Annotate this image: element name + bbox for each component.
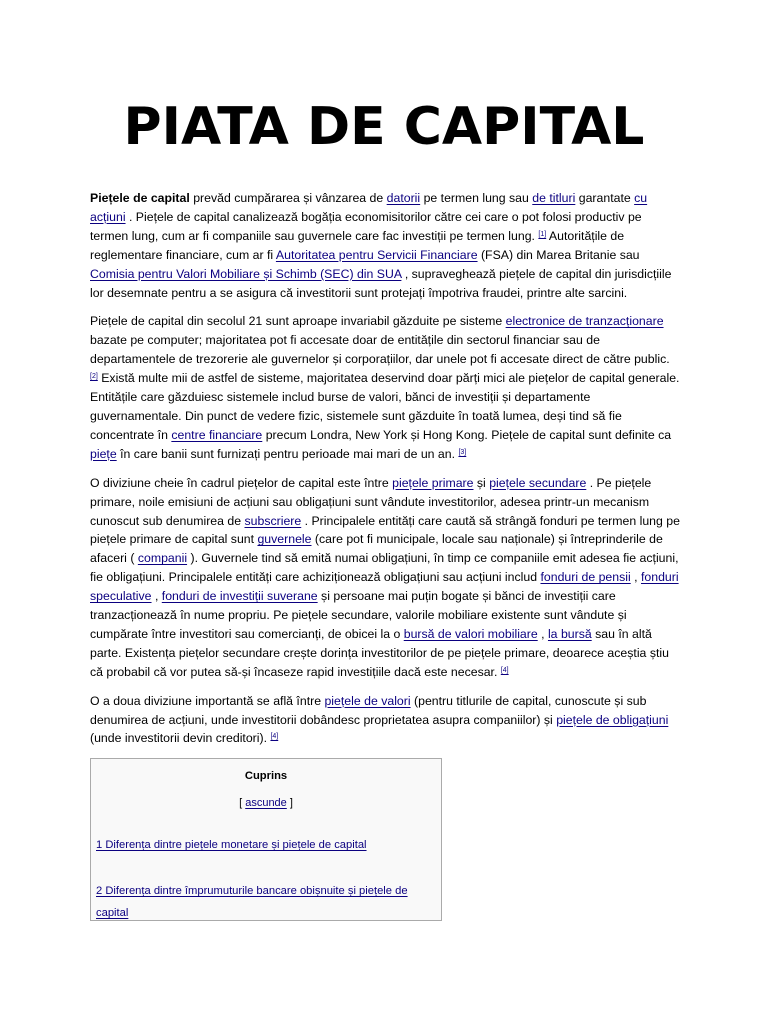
link-pietele-primare[interactable]: piețele primare [392, 475, 474, 490]
text: . Principalele entități care caută să strângă fonduri pe termen lung pe piețele primare de capital sunt [90, 513, 680, 547]
reference-3[interactable]: [3] [458, 448, 467, 456]
link-centre-financiare[interactable]: centre financiare [171, 427, 263, 442]
text: , [630, 570, 641, 585]
text: , [537, 626, 548, 641]
link-la-bursa[interactable]: la bursă [547, 626, 592, 641]
reference-1[interactable]: [1] [538, 230, 547, 238]
link-guvernele[interactable]: guvernele [257, 532, 312, 547]
toc-item-1[interactable]: 1 Diferența dintre piețele monetare și piețele de capital [96, 839, 367, 851]
text: pe termen lung sau [420, 191, 533, 205]
text: (care pot fi municipale, locale sau naționale) și întreprinderile de afaceri ( [90, 532, 663, 566]
link-cu-actiuni[interactable]: cu acțiuni [90, 191, 648, 224]
text: Autoritățile de reglementare financiare, cum ar fi [90, 228, 625, 262]
text: sau în altă parte. Existența piețelor secundare crește dorința investitorilor de pe piețele primare, deoarece aceștia știu că probabil că vor putea să-și încaseze rapid investițiile dacă este necesar. [90, 626, 669, 679]
link-pietele-obligatiuni[interactable]: piețele de obligațiuni [556, 712, 669, 727]
link-de-titluri[interactable]: de titluri [532, 191, 576, 205]
paragraph-2 [90, 312, 680, 463]
reference-2[interactable]: [2] [90, 373, 98, 381]
text: ). Guvernele tind să emită numai obligațiuni, în timp ce companiile emit adesea fie acțiuni, fie obligațiuni. Principalele entități care achiziționează obligațiuni sau acțiuni includ [90, 551, 679, 585]
toc-item-2[interactable]: 2 Diferența dintre împrumuturile bancare obișnuite și piețele de capital [96, 885, 408, 919]
text: precum Londra, New York și Hong Kong. Piețele de capital sunt definite ca [262, 427, 672, 442]
text: (unde investitorii devin creditori). [90, 731, 271, 746]
page-title: PIATA DE CAPITAL [123, 97, 645, 157]
text: , supraveghează piețele de capital din jurisdicțiile lor desemnate pentru a se asigura că investitorii sunt protejați împotriva fraudei, printre alte sarcini. [90, 266, 672, 300]
paragraph-4 [90, 692, 680, 749]
bracket: ] [286, 797, 293, 809]
link-piete[interactable]: piețe [90, 446, 117, 461]
reference-4b[interactable]: [4] [270, 733, 279, 741]
paragraph-1 [90, 189, 680, 302]
text: . Pe piețele primare, noile emisiuni de acțiuni sau obligațiuni sunt vândute investitorilor, adesea printr-un mecanism cunoscut sub denumirea de [90, 475, 652, 528]
text: Există multe mii de astfel de sisteme, majoritatea deservind doar părți mici ale piețelor de capital generale. Entitățile care găzduiesc sistemele includ burse de valori, bănci de investiții și departamente guvernamentale. Din punct de vedere fizic, sistemele sunt găzduite în toată lumea, deși tind să fie concentrate în [90, 371, 680, 442]
link-bursa-valori[interactable]: bursă de valori mobiliare [403, 626, 538, 641]
text: în care banii sunt furnizați pentru perioade mai mari de un an. [116, 446, 459, 461]
text: și [473, 475, 490, 490]
paragraph-3 [90, 474, 680, 682]
text: Piețele de capital din secolul 21 sunt aproape invariabil găzduite pe sisteme [90, 314, 506, 329]
link-fonduri-suverane[interactable]: fonduri de investiții suverane [161, 589, 318, 604]
text: și persoane mai puțin bogate și bănci de investiții care tranzacționează în nume propriu. Pe piețele secundare, valorile mobiliare existente sunt vândute și cumpărate între investitori sau comercianți, de obicei la o [90, 589, 627, 641]
link-fsa[interactable]: Autoritatea pentru Servicii Financiare [275, 247, 478, 262]
link-tranzactionare[interactable]: electronice de tranzacționare [505, 314, 664, 329]
text: bazate pe computer; majoritatea pot fi accesate doar de entitățile din sectorul financiar sau de departamentele de trezorerie ale guvernelor și corporațiilor, dar unele pot fi accesate direct de către public. [90, 333, 670, 367]
link-companii[interactable]: companii [137, 551, 188, 566]
article-body [90, 189, 680, 758]
link-sec[interactable]: Comisia pentru Valori Mobiliare și Schimb (SEC) din SUA [90, 266, 402, 281]
reference-4[interactable]: [4] [500, 666, 509, 674]
link-pietele-valori[interactable]: piețele de valori [324, 693, 411, 708]
table-of-contents [90, 758, 442, 921]
text: , [151, 589, 162, 604]
link-fonduri-pensii[interactable]: fonduri de pensii [540, 570, 631, 585]
toc-title: Cuprins [244, 770, 288, 782]
text: prevăd cumpărarea și vânzarea de [189, 191, 387, 205]
bracket: [ [239, 797, 246, 809]
link-datorii[interactable]: datorii [386, 191, 421, 205]
link-subscriere[interactable]: subscriere [244, 513, 302, 528]
link-fonduri-speculative[interactable]: fonduri speculative [90, 570, 679, 604]
toc-hide-toggle [91, 797, 441, 809]
toc-hide-link[interactable]: ascunde [245, 797, 287, 809]
text: garantate [575, 191, 635, 205]
bold-lead: Piețele de capital [90, 191, 190, 205]
link-pietele-secundare[interactable]: piețele secundare [489, 475, 587, 490]
text: (FSA) din Marea Britanie sau [477, 247, 640, 262]
text: O a doua diviziune importantă se află între [90, 693, 325, 708]
text: (pentru titlurile de capital, cunoscute și sub denumirea de acțiuni, unde investitorii dobândesc proprietatea asupra companiilor) și [90, 693, 647, 727]
text: O diviziune cheie în cadrul piețelor de capital este între [90, 475, 393, 490]
text: . Piețele de capital canalizează bogăția economisitorilor către cei care o pot folosi productiv pe termen lung, cum ar fi companiile sau guvernele care fac investiții pe termen lung. [90, 209, 642, 243]
